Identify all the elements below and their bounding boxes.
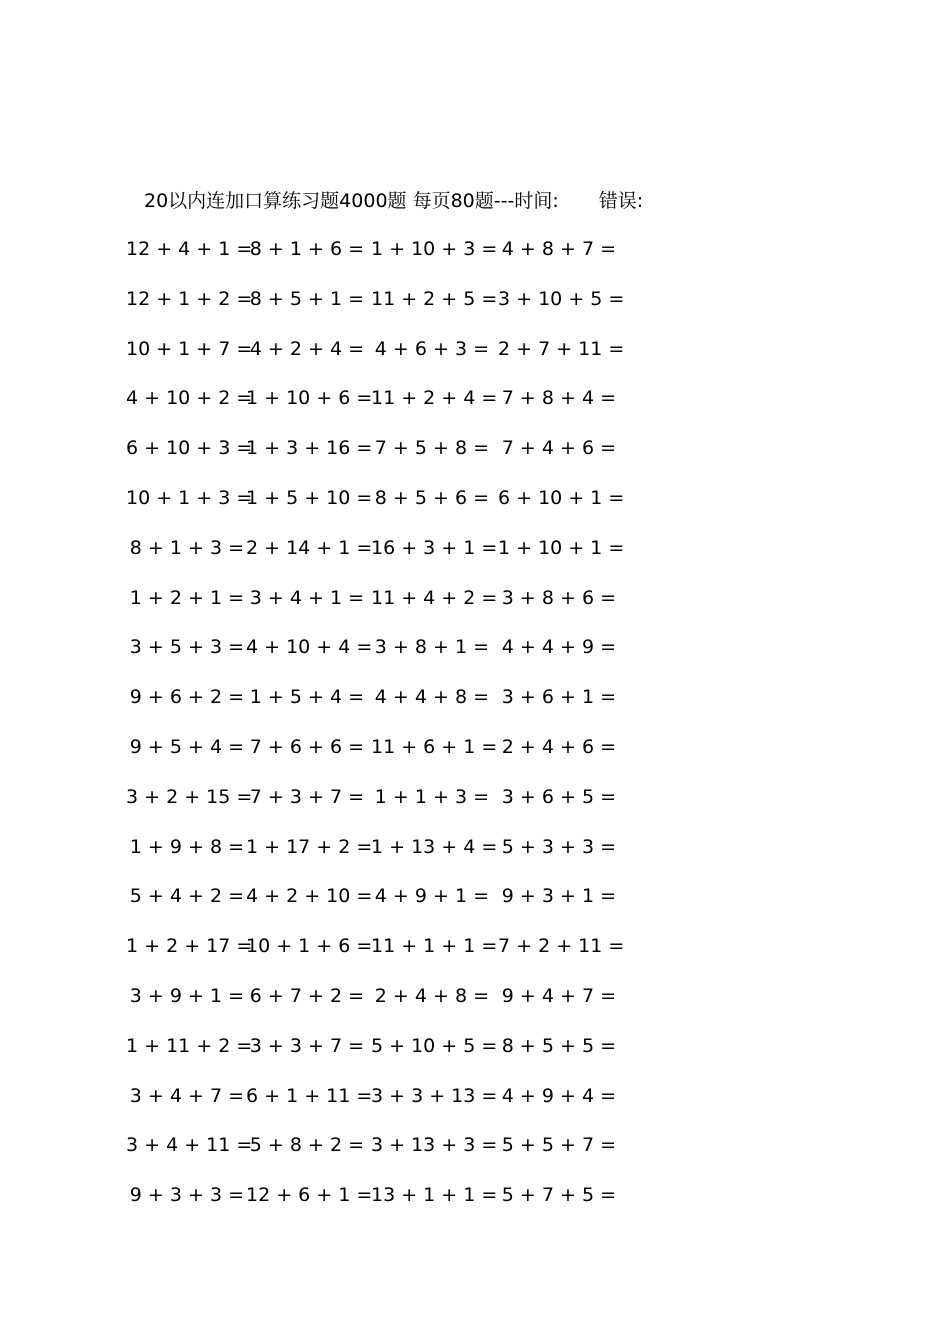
problem-r6-c3: 8 + 5 + 6 = [374, 487, 489, 509]
problem-r19-c3: 3 + 13 + 3 = [371, 1134, 498, 1156]
problem-r1-c1: 12 + 4 + 1 = [126, 238, 253, 260]
problem-r5-c4: 7 + 4 + 6 = [501, 437, 616, 459]
problem-r3-c4: 2 + 7 + 11 = [498, 338, 625, 360]
problem-r9-c3: 3 + 8 + 1 = [374, 636, 489, 658]
problem-r4-c4: 7 + 8 + 4 = [501, 387, 616, 409]
problem-r2-c4: 3 + 10 + 5 = [498, 288, 625, 310]
problem-r17-c1: 1 + 11 + 2 = [126, 1035, 253, 1057]
problem-r13-c2: 1 + 17 + 2 = [246, 836, 373, 858]
problem-r10-c2: 1 + 5 + 4 = [249, 686, 364, 708]
problem-r11-c2: 7 + 6 + 6 = [249, 736, 364, 758]
problem-r20-c1: 9 + 3 + 3 = [129, 1184, 244, 1206]
problem-r16-c2: 6 + 7 + 2 = [249, 985, 364, 1007]
problem-r14-c1: 5 + 4 + 2 = [129, 885, 244, 907]
problem-r7-c3: 16 + 3 + 1 = [371, 537, 498, 559]
problem-r1-c2: 8 + 1 + 6 = [249, 238, 364, 260]
problem-r12-c4: 3 + 6 + 5 = [501, 786, 616, 808]
problem-r9-c4: 4 + 4 + 9 = [501, 636, 616, 658]
problem-r20-c4: 5 + 7 + 5 = [501, 1184, 616, 1206]
problem-r8-c1: 1 + 2 + 1 = [129, 587, 244, 609]
problem-r8-c4: 3 + 8 + 6 = [501, 587, 616, 609]
problem-r13-c3: 1 + 13 + 4 = [371, 836, 498, 858]
problem-r5-c2: 1 + 3 + 16 = [246, 437, 373, 459]
problem-r9-c1: 3 + 5 + 3 = [129, 636, 244, 658]
problem-r14-c2: 4 + 2 + 10 = [246, 885, 373, 907]
problem-r5-c3: 7 + 5 + 8 = [374, 437, 489, 459]
problem-r16-c4: 9 + 4 + 7 = [501, 985, 616, 1007]
problem-r17-c4: 8 + 5 + 5 = [501, 1035, 616, 1057]
problem-r18-c2: 6 + 1 + 11 = [246, 1085, 373, 1107]
problem-r10-c1: 9 + 6 + 2 = [129, 686, 244, 708]
problem-r19-c1: 3 + 4 + 11 = [126, 1134, 253, 1156]
problem-r13-c4: 5 + 3 + 3 = [501, 836, 616, 858]
problem-r8-c3: 11 + 4 + 2 = [371, 587, 498, 609]
problem-r7-c1: 8 + 1 + 3 = [129, 537, 244, 559]
problem-r19-c4: 5 + 5 + 7 = [501, 1134, 616, 1156]
problem-r12-c3: 1 + 1 + 3 = [374, 786, 489, 808]
problem-r12-c2: 7 + 3 + 7 = [249, 786, 364, 808]
problem-r15-c4: 7 + 2 + 11 = [498, 935, 625, 957]
problem-r15-c3: 11 + 1 + 1 = [371, 935, 498, 957]
problem-r18-c1: 3 + 4 + 7 = [129, 1085, 244, 1107]
problem-r13-c1: 1 + 9 + 8 = [129, 836, 244, 858]
problem-r14-c4: 9 + 3 + 1 = [501, 885, 616, 907]
errors-label: 错误: [598, 190, 644, 212]
problem-r2-c2: 8 + 5 + 1 = [249, 288, 364, 310]
problem-r10-c4: 3 + 6 + 1 = [501, 686, 616, 708]
problem-r17-c2: 3 + 3 + 7 = [249, 1035, 364, 1057]
problem-r11-c1: 9 + 5 + 4 = [129, 736, 244, 758]
problem-r4-c1: 4 + 10 + 2 = [126, 387, 253, 409]
problem-r1-c3: 1 + 10 + 3 = [371, 238, 498, 260]
problem-r1-c4: 4 + 8 + 7 = [501, 238, 616, 260]
problem-r3-c3: 4 + 6 + 3 = [374, 338, 489, 360]
problem-r16-c1: 3 + 9 + 1 = [129, 985, 244, 1007]
problem-r7-c4: 1 + 10 + 1 = [498, 537, 625, 559]
problem-r17-c3: 5 + 10 + 5 = [371, 1035, 498, 1057]
problem-r15-c2: 10 + 1 + 6 = [246, 935, 373, 957]
problem-r2-c1: 12 + 1 + 2 = [126, 288, 253, 310]
problem-r8-c2: 3 + 4 + 1 = [249, 587, 364, 609]
problem-r9-c2: 4 + 10 + 4 = [246, 636, 373, 658]
problem-r6-c2: 1 + 5 + 10 = [246, 487, 373, 509]
problem-r10-c3: 4 + 4 + 8 = [374, 686, 489, 708]
problem-r7-c2: 2 + 14 + 1 = [246, 537, 373, 559]
problem-r14-c3: 4 + 9 + 1 = [374, 885, 489, 907]
problem-r11-c3: 11 + 6 + 1 = [371, 736, 498, 758]
problem-r3-c2: 4 + 2 + 4 = [249, 338, 364, 360]
worksheet-title: 20以内连加口算练习题4000题 每页80题---时间: [144, 190, 559, 212]
problem-r11-c4: 2 + 4 + 6 = [501, 736, 616, 758]
problem-r20-c3: 13 + 1 + 1 = [371, 1184, 498, 1206]
problem-r19-c2: 5 + 8 + 2 = [249, 1134, 364, 1156]
problem-r4-c3: 11 + 2 + 4 = [371, 387, 498, 409]
problem-r3-c1: 10 + 1 + 7 = [126, 338, 253, 360]
problem-r20-c2: 12 + 6 + 1 = [246, 1184, 373, 1206]
problem-r16-c3: 2 + 4 + 8 = [374, 985, 489, 1007]
problem-r15-c1: 1 + 2 + 17 = [126, 935, 253, 957]
problem-r18-c4: 4 + 9 + 4 = [501, 1085, 616, 1107]
problem-r6-c4: 6 + 10 + 1 = [498, 487, 625, 509]
problem-r2-c3: 11 + 2 + 5 = [371, 288, 498, 310]
problem-r5-c1: 6 + 10 + 3 = [126, 437, 253, 459]
problem-r4-c2: 1 + 10 + 6 = [246, 387, 373, 409]
problem-r6-c1: 10 + 1 + 3 = [126, 487, 253, 509]
problem-r12-c1: 3 + 2 + 15 = [126, 786, 253, 808]
problem-r18-c3: 3 + 3 + 13 = [371, 1085, 498, 1107]
